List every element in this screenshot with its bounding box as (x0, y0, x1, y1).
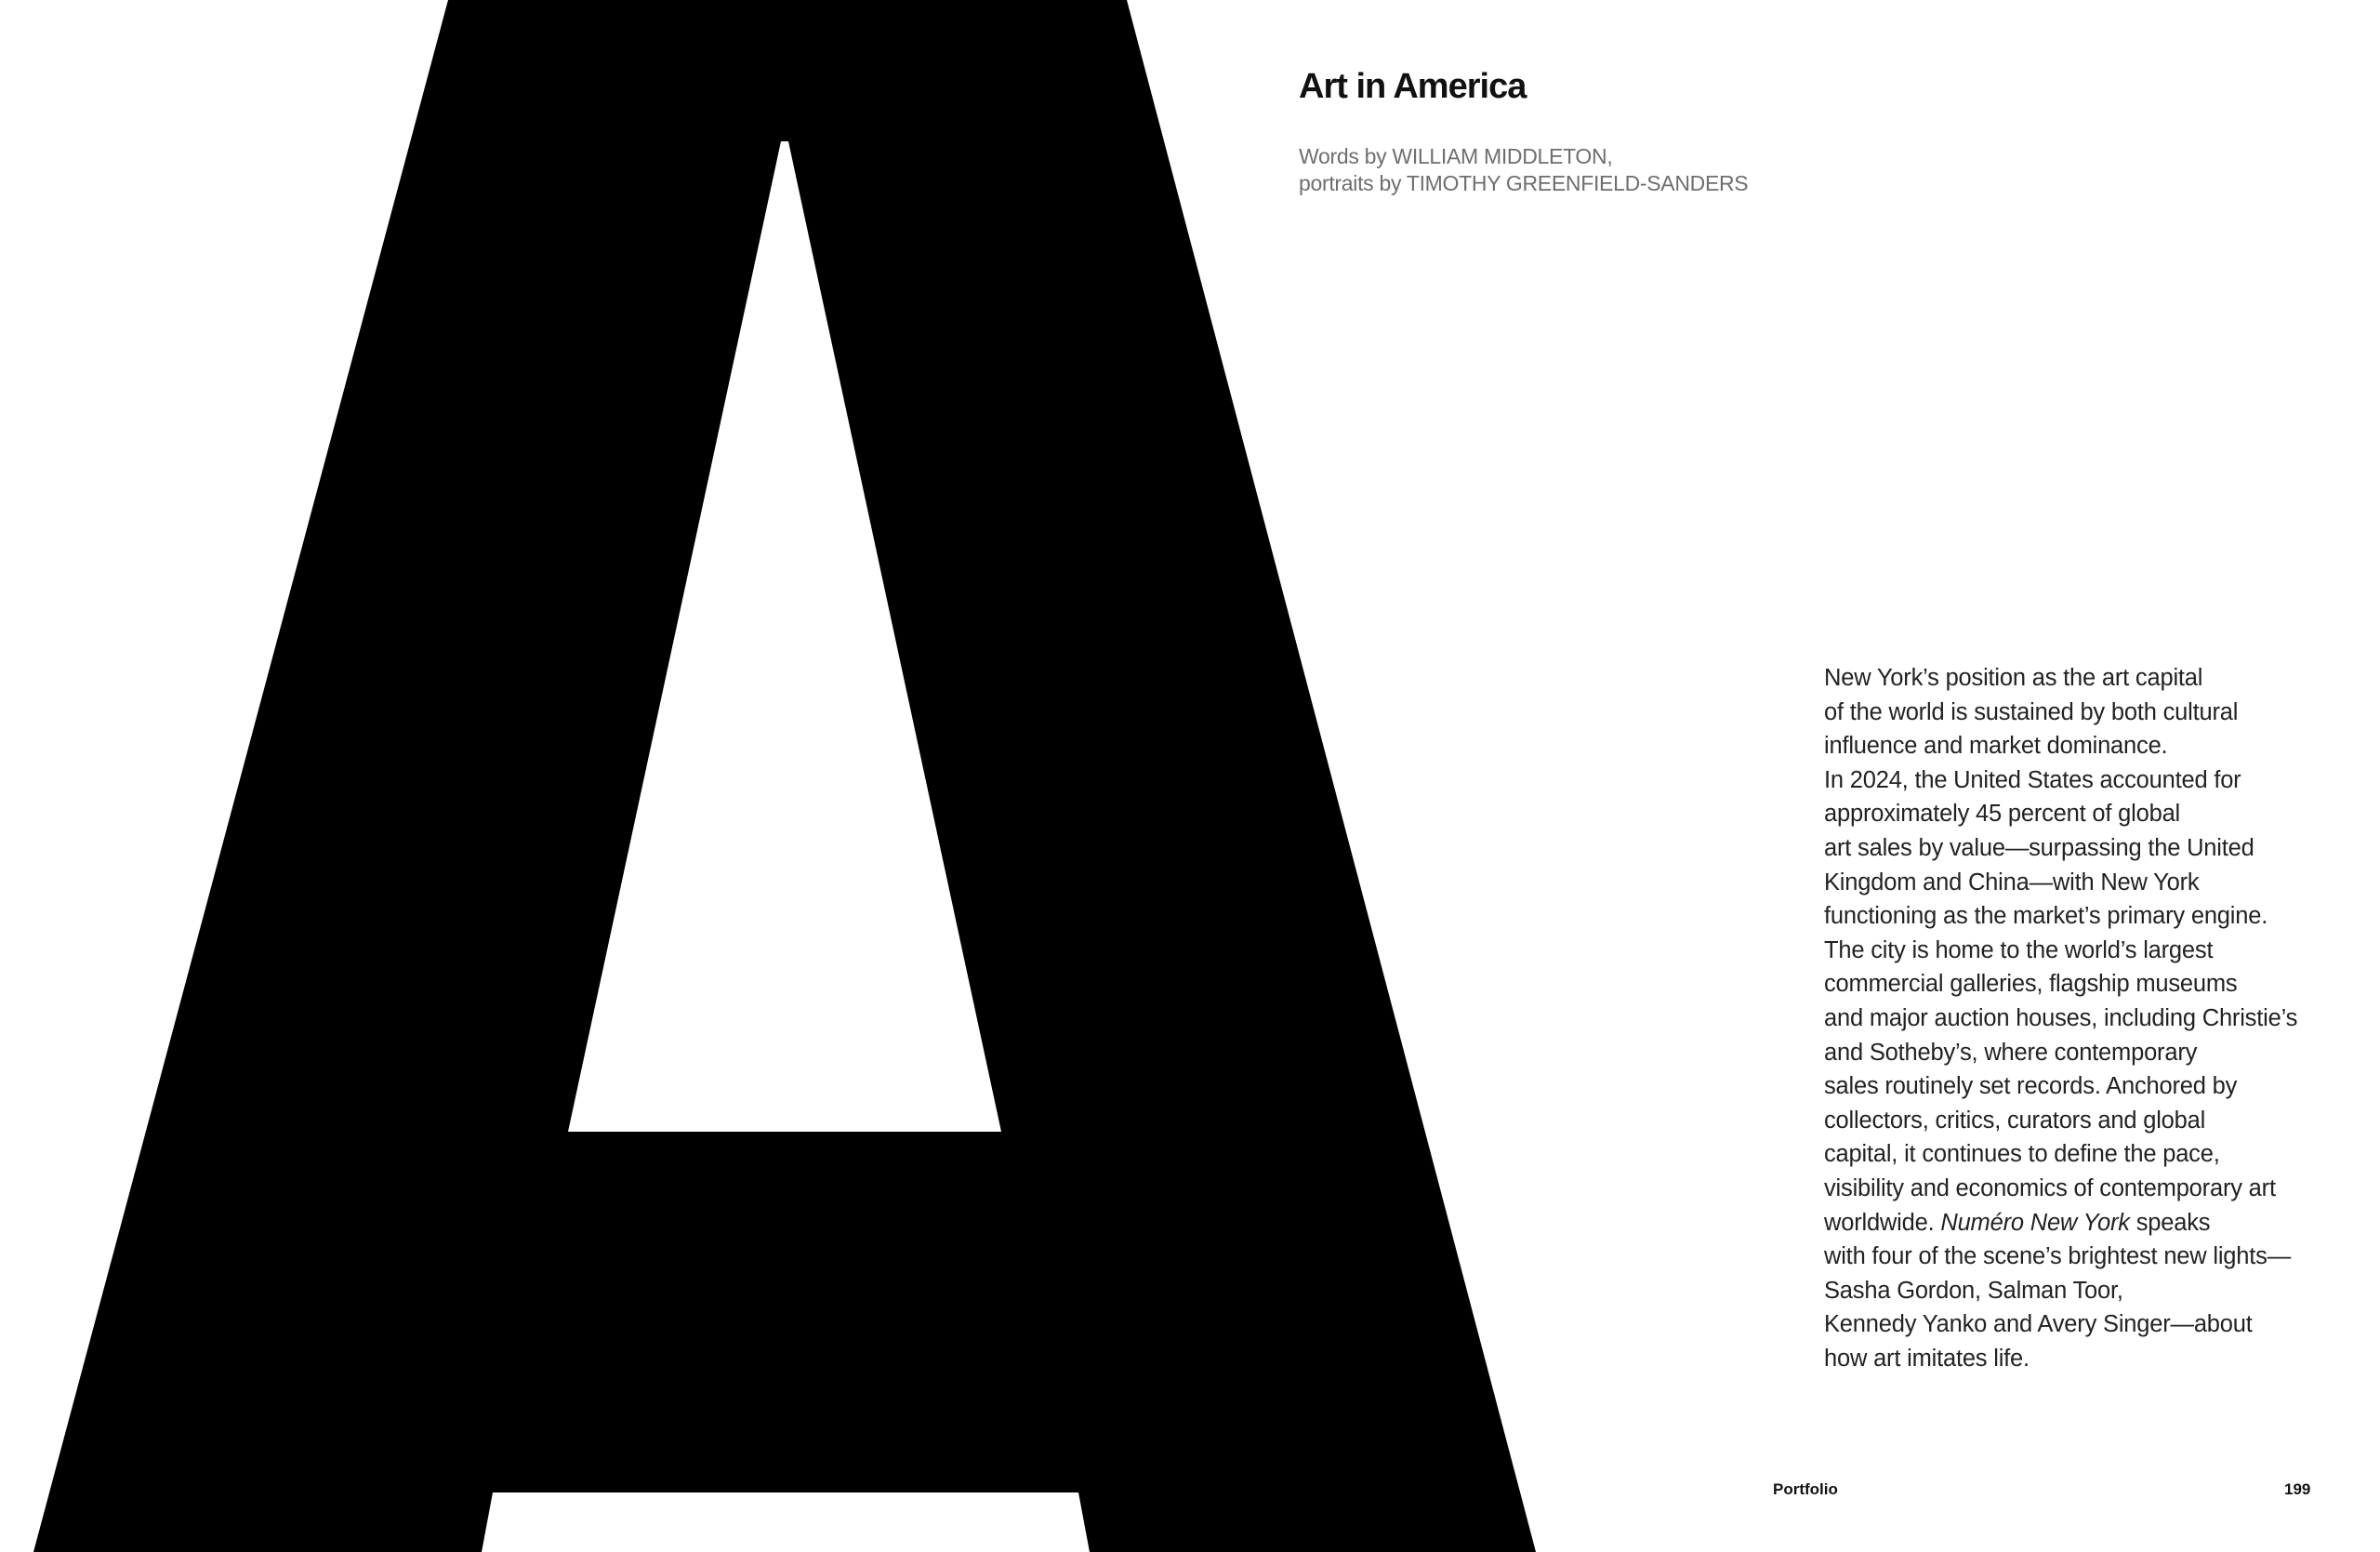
drop-letter-a-shape (33, 0, 1536, 1552)
intro-line: of the world is sustained by both cultural (1824, 698, 2239, 725)
intro-line: how art imitates life. (1824, 1345, 2030, 1372)
intro-line: New York’s position as the art capital (1824, 665, 2203, 691)
intro-line: functioning as the market’s primary engine. (1824, 903, 2268, 930)
credits-photographer-prefix: portraits by (1299, 171, 1407, 195)
credits-photographer-name: TIMOTHY GREENFIELD-SANDERS (1406, 171, 1749, 195)
intro-line: with four of the scene’s brightest new lights— (1824, 1243, 2292, 1270)
intro-line: In 2024, the United States accounted for (1824, 766, 2241, 793)
article-credits (1299, 143, 1748, 197)
intro-line: commercial galleries, flagship museums (1824, 971, 2238, 998)
intro-line: capital, it continues to define the pace, (1824, 1141, 2220, 1168)
article-intro-text (1824, 661, 2345, 1375)
intro-line: art sales by value—surpassing the United (1824, 834, 2254, 861)
credits-photographer-line (1299, 170, 1748, 197)
credits-writer-line (1299, 143, 1748, 170)
intro-line: and Sotheby’s, where contemporary (1824, 1039, 2198, 1066)
intro-line: Kingdom and China—with New York (1824, 869, 2200, 895)
intro-line: Sasha Gordon, Salman Toor, (1824, 1277, 2123, 1304)
intro-line: collectors, critics, curators and global (1824, 1107, 2206, 1134)
folio-page-number: 199 (2284, 1480, 2311, 1498)
credits-writer-name: WILLIAM MIDDLETON, (1392, 144, 1613, 168)
intro-line: approximately 45 percent of global (1824, 801, 2181, 828)
publication-before: worldwide. (1824, 1209, 1941, 1236)
publication-name: Numéro New York (1940, 1209, 2130, 1236)
folio-section-label: Portfolio (1773, 1480, 1838, 1498)
publication-after: speaks (2129, 1209, 2211, 1236)
intro-line: Kennedy Yanko and Avery Singer—about (1824, 1311, 2253, 1338)
intro-line: The city is home to the world’s largest (1824, 936, 2214, 963)
article-title: Art in America (1299, 67, 1527, 106)
intro-line: and major auction houses, including Christie’s (1824, 1004, 2298, 1031)
intro-line: influence and market dominance. (1824, 733, 2168, 760)
credits-writer-prefix: Words by (1299, 144, 1393, 168)
intro-line: visibility and economics of contemporary art (1824, 1174, 2276, 1201)
intro-line: sales routinely set records. Anchored by (1824, 1073, 2238, 1100)
intro-line-publication (1824, 1206, 2345, 1240)
